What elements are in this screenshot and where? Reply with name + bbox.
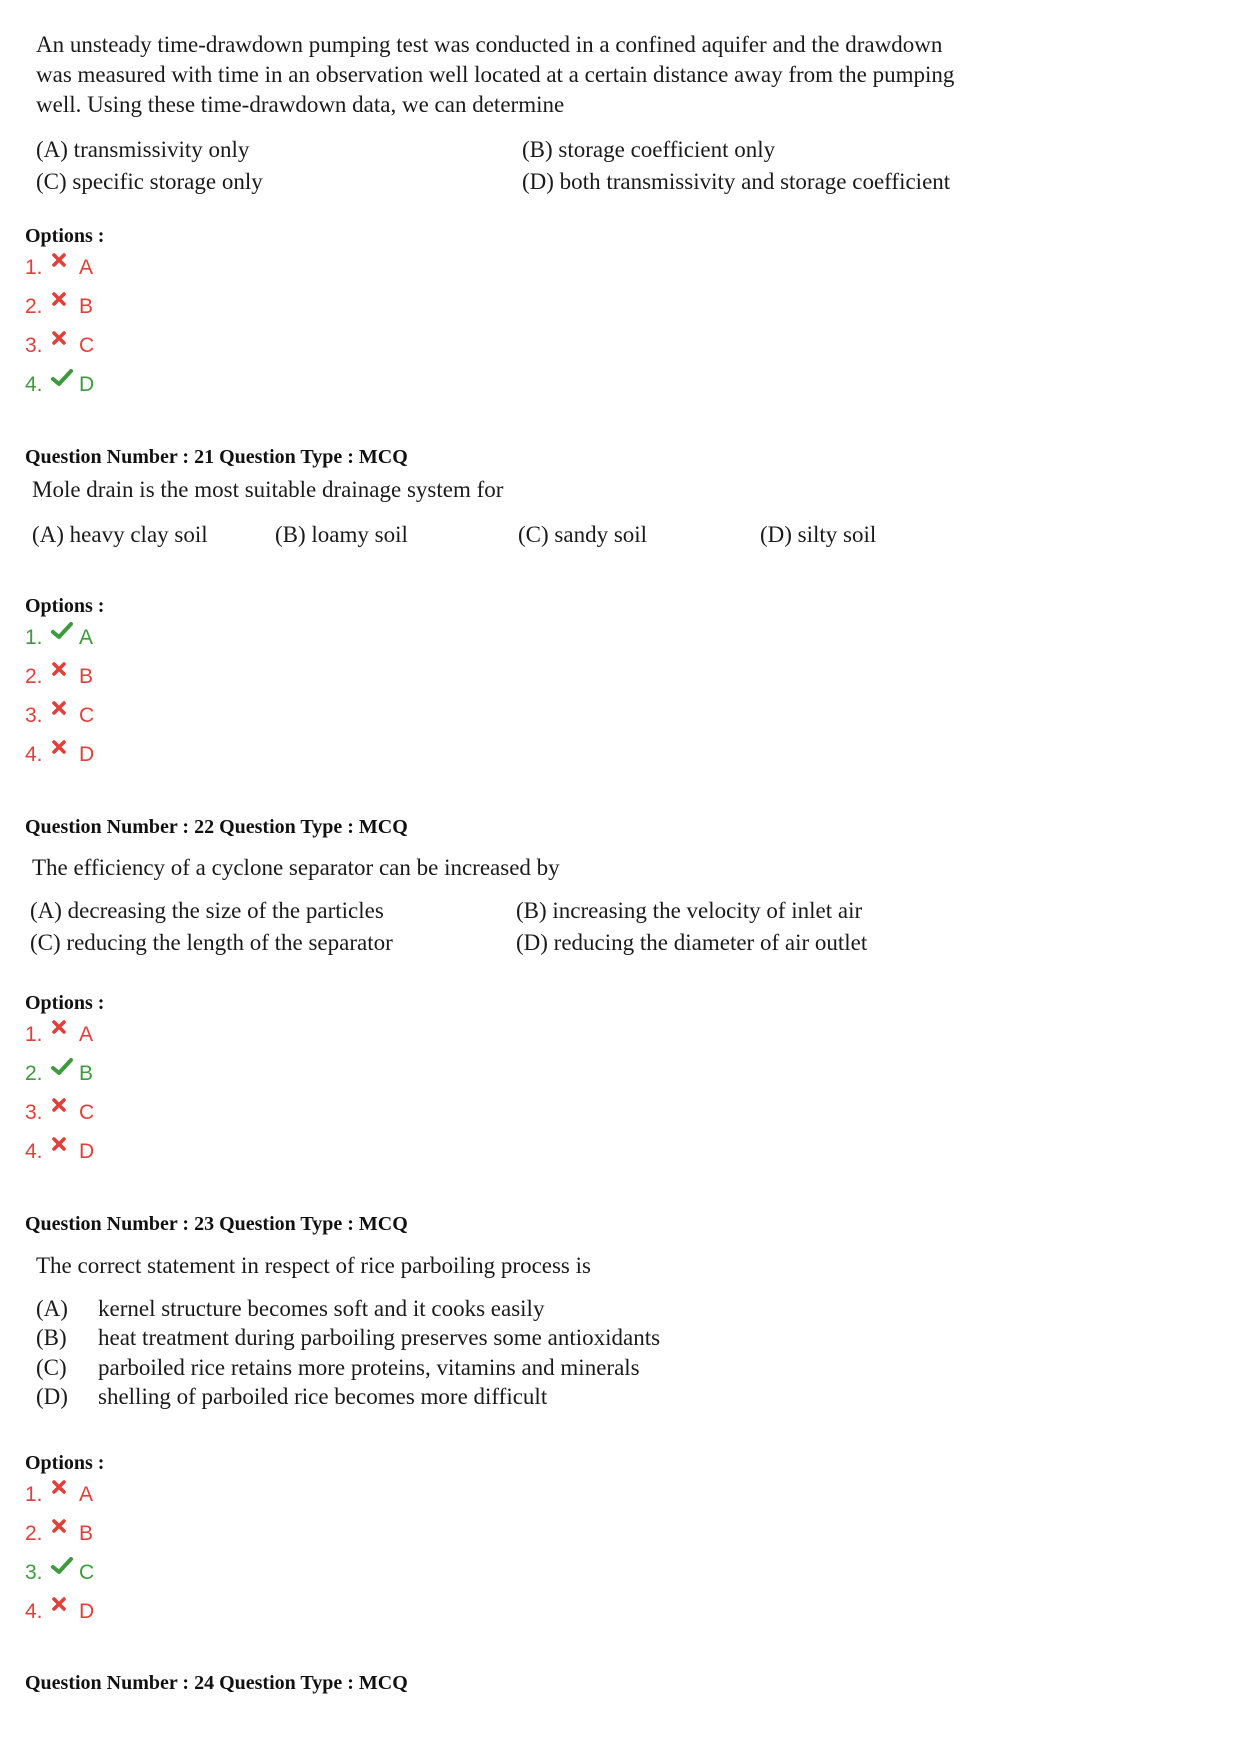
option-number: 4. xyxy=(25,373,43,396)
option-number: 3. xyxy=(25,1561,43,1584)
cross-icon xyxy=(51,1598,75,1626)
option-number: 4. xyxy=(25,1600,43,1623)
option-number: 1. xyxy=(25,1483,43,1506)
option-number: 3. xyxy=(25,334,43,357)
option-row xyxy=(25,293,94,321)
option-letter: C xyxy=(79,704,95,727)
option-letter: A xyxy=(79,256,94,279)
q21-stem: Mole drain is the most suitable drainage system for xyxy=(32,477,504,502)
option-row xyxy=(25,1598,94,1626)
q23-choice-c-label: (C) xyxy=(36,1355,67,1380)
check-icon xyxy=(51,1060,75,1088)
q20-choice-a: (A) transmissivity only xyxy=(36,137,250,162)
option-letter: D xyxy=(79,1600,95,1623)
option-letter: C xyxy=(79,334,95,357)
q20-stem-line-2: was measured with time in an observation well located at a certain distance away from the pumping xyxy=(36,62,955,87)
option-row xyxy=(25,1559,94,1587)
option-letter: B xyxy=(79,1522,94,1545)
q23-stem: The correct statement in respect of rice parboiling process is xyxy=(36,1253,591,1278)
option-number: 2. xyxy=(25,665,43,688)
q20-choice-c: (C) specific storage only xyxy=(36,169,263,194)
cross-icon xyxy=(51,1520,75,1548)
q22-header: Question Number : 22 Question Type : MCQ xyxy=(25,816,408,838)
cross-icon xyxy=(51,1099,75,1127)
q20-choice-d: (D) both transmissivity and storage coefficient xyxy=(522,169,951,194)
option-number: 1. xyxy=(25,1023,43,1046)
q23-header: Question Number : 23 Question Type : MCQ xyxy=(25,1213,408,1235)
q21-options-heading: Options : xyxy=(25,595,105,617)
q24-header: Question Number : 24 Question Type : MCQ xyxy=(25,1672,408,1694)
q21-choice-b: (B) loamy soil xyxy=(275,522,408,547)
option-letter: C xyxy=(79,1561,95,1584)
check-icon xyxy=(51,371,75,399)
option-row xyxy=(25,1520,94,1548)
q22-choice-a: (A) decreasing the size of the particles xyxy=(30,898,384,923)
option-row xyxy=(25,371,94,399)
q21-choice-a: (A) heavy clay soil xyxy=(32,522,208,547)
option-letter: D xyxy=(79,373,95,396)
check-icon xyxy=(51,624,75,652)
option-letter: D xyxy=(79,1140,95,1163)
option-number: 2. xyxy=(25,1062,43,1085)
option-letter: C xyxy=(79,1101,95,1124)
option-row xyxy=(25,254,94,282)
q23-options-list xyxy=(25,1481,94,1637)
cross-icon xyxy=(51,254,75,282)
q20-choice-b: (B) storage coefficient only xyxy=(522,137,776,162)
q22-stem: The efficiency of a cyclone separator can be increased by xyxy=(32,855,560,880)
option-number: 3. xyxy=(25,704,43,727)
option-number: 1. xyxy=(25,256,43,279)
q22-choice-c: (C) reducing the length of the separator xyxy=(30,930,393,955)
option-letter: A xyxy=(79,1483,94,1506)
q23-choice-c-text: parboiled rice retains more proteins, vitamins and minerals xyxy=(98,1355,640,1380)
cross-icon xyxy=(51,293,75,321)
option-letter: B xyxy=(79,295,94,318)
cross-icon xyxy=(51,1138,75,1166)
option-row xyxy=(25,663,94,691)
q23-choice-d-label: (D) xyxy=(36,1384,68,1409)
q23-choice-a-text: kernel structure becomes soft and it cooks easily xyxy=(98,1296,545,1321)
cross-icon xyxy=(51,702,75,730)
cross-icon xyxy=(51,1021,75,1049)
option-row xyxy=(25,1021,94,1049)
option-letter: B xyxy=(79,665,94,688)
cross-icon xyxy=(51,332,75,360)
cross-icon xyxy=(51,1481,75,1509)
option-number: 2. xyxy=(25,295,43,318)
q22-choice-d: (D) reducing the diameter of air outlet xyxy=(516,930,868,955)
q23-options-heading: Options : xyxy=(25,1452,105,1474)
option-row xyxy=(25,1099,94,1127)
q22-options-heading: Options : xyxy=(25,992,105,1014)
option-number: 3. xyxy=(25,1101,43,1124)
option-number: 4. xyxy=(25,743,43,766)
q23-choice-a-label: (A) xyxy=(36,1296,68,1321)
option-row xyxy=(25,624,94,652)
q20-options-heading: Options : xyxy=(25,225,105,247)
option-letter: B xyxy=(79,1062,94,1085)
q23-choice-d-text: shelling of parboiled rice becomes more difficult xyxy=(98,1384,548,1409)
check-icon xyxy=(51,1559,75,1587)
option-row xyxy=(25,1481,94,1509)
option-number: 1. xyxy=(25,626,43,649)
q20-stem-line-1: An unsteady time-drawdown pumping test was conducted in a confined aquifer and the drawdown xyxy=(36,32,943,57)
option-letter: A xyxy=(79,626,94,649)
q22-options-list xyxy=(25,1021,94,1177)
option-row xyxy=(25,1138,94,1166)
q21-choice-d: (D) silty soil xyxy=(760,522,877,547)
option-row xyxy=(25,1060,94,1088)
q22-choice-b: (B) increasing the velocity of inlet air xyxy=(516,898,863,923)
option-letter: D xyxy=(79,743,95,766)
option-row xyxy=(25,741,94,769)
q23-choice-b-label: (B) xyxy=(36,1325,67,1350)
q23-choice-b-text: heat treatment during parboiling preserves some antioxidants xyxy=(98,1325,661,1350)
q20-options-list xyxy=(25,254,94,410)
option-number: 4. xyxy=(25,1140,43,1163)
q21-header: Question Number : 21 Question Type : MCQ xyxy=(25,446,408,468)
option-number: 2. xyxy=(25,1522,43,1545)
cross-icon xyxy=(51,741,75,769)
option-letter: A xyxy=(79,1023,94,1046)
option-row xyxy=(25,332,94,360)
q21-options-list xyxy=(25,624,94,780)
cross-icon xyxy=(51,663,75,691)
q21-choice-c: (C) sandy soil xyxy=(518,522,648,547)
option-row xyxy=(25,702,94,730)
q20-stem-line-3: well. Using these time-drawdown data, we can determine xyxy=(36,92,565,117)
